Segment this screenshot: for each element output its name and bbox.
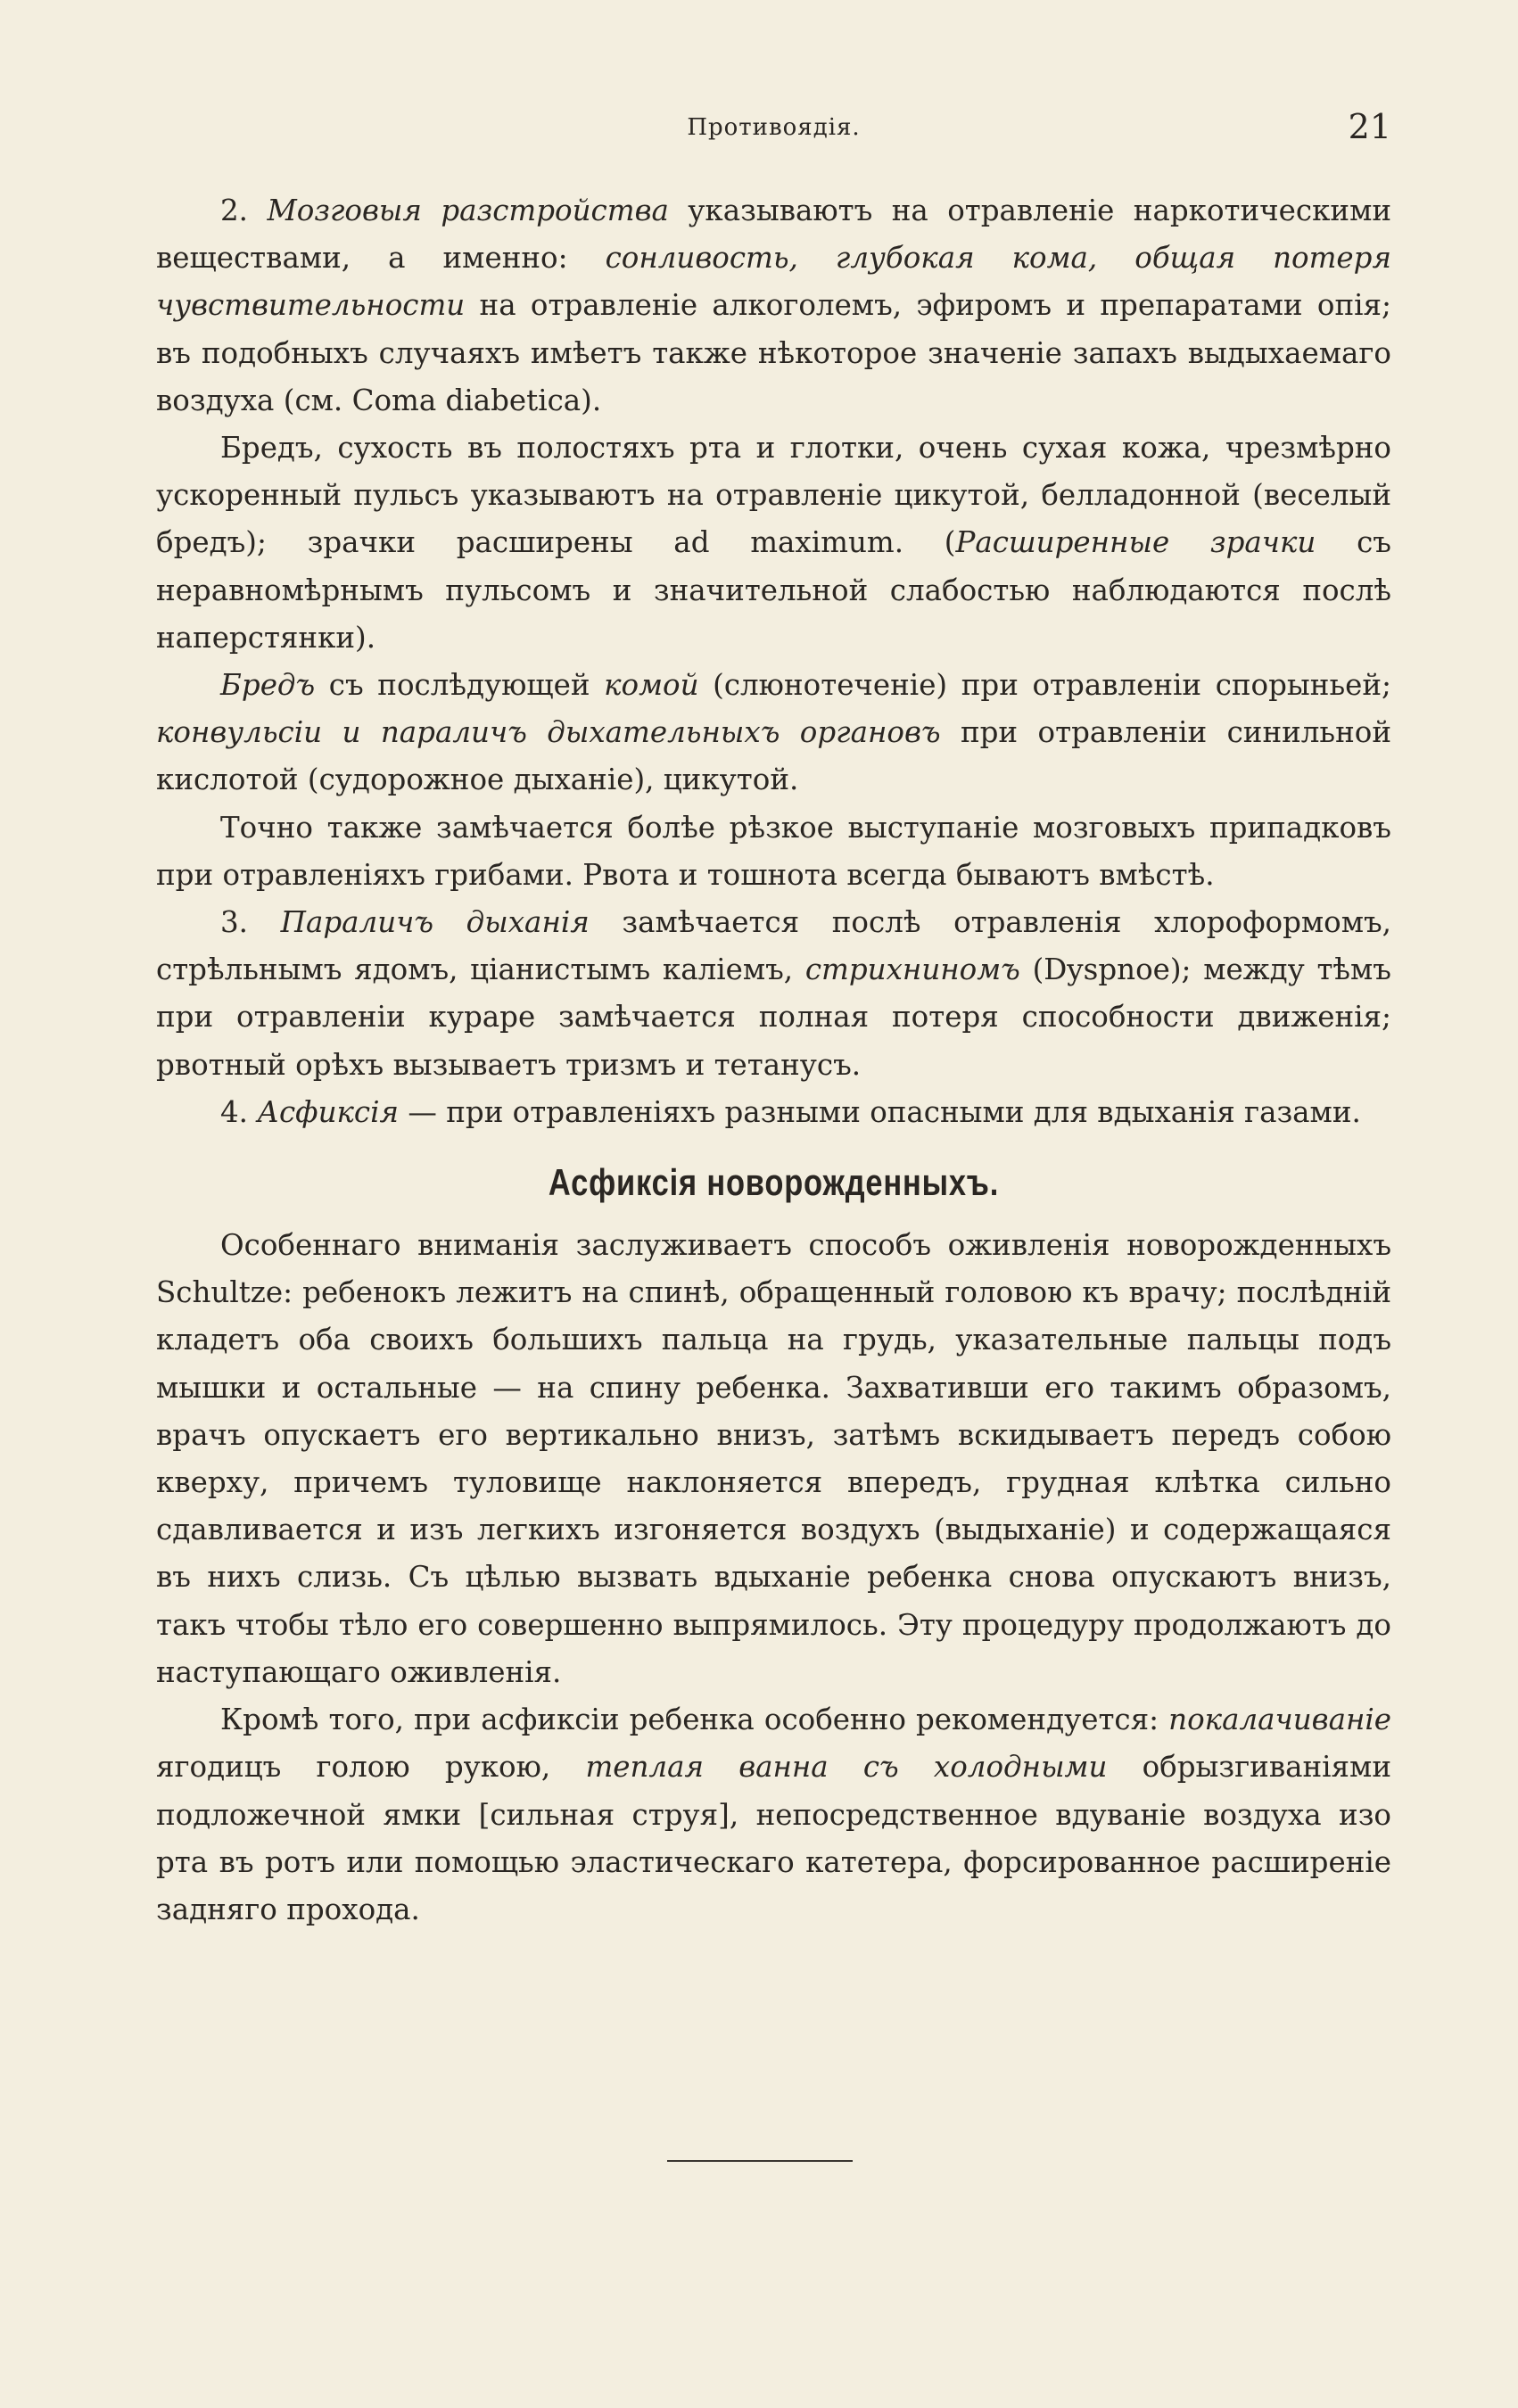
page-header <box>156 103 1391 157</box>
running-head: Противоядія. <box>687 114 861 141</box>
paragraph <box>156 1222 1391 1696</box>
text-run: указываютъ на отравленіе наркотическими веществами, а именно: <box>156 194 1392 276</box>
text-run: ягодицъ голою рукою, <box>156 1750 586 1785</box>
italic-text: теплая ванна съ холодными <box>585 1750 1108 1785</box>
section-title: Асфиксія новорожденныхъ. <box>548 1161 1000 1204</box>
paragraph <box>156 1696 1391 1934</box>
italic-text: комой <box>604 668 699 703</box>
italic-text: конвульсіи и параличъ дыхательныхъ органовъ <box>156 715 941 750</box>
text-run: Кромѣ того, при асфиксіи ребенка особенно рекомендуется: <box>220 1703 1169 1737</box>
italic-text: Параличъ дыханія <box>280 905 590 940</box>
text-run: при отравленіи синильной кислотой (судорожное дыханіе), цикутой. <box>156 715 1391 797</box>
italic-text: Асфиксія <box>257 1094 400 1129</box>
text-run: (Dyspnoe); между тѣмъ при отравленіи кураре замѣчается полная потеря способности движенія; рвотный орѣхъ вызываетъ тризмъ и тетанусъ. <box>156 952 1391 1082</box>
paragraph-group <box>156 187 1391 1136</box>
text-run: съ послѣдующей <box>315 668 605 703</box>
text-run: 4. <box>220 1094 258 1129</box>
paragraph <box>156 899 1391 1089</box>
text-run: Точно также замѣчается болѣе рѣзкое выступаніе мозговыхъ припадковъ при отравленіяхъ грибами. Рвота и тошнота всегда бываютъ вмѣстѣ. <box>156 810 1391 892</box>
paragraph <box>156 187 1391 425</box>
text-run: Бредъ, сухость въ полостяхъ рта и глотки, очень сухая кожа, чрезмѣрно ускоренный пульсъ указываютъ на отравленіе цикутой, белладонной (веселый бредъ); зрачки расширены ad maximum. ( <box>156 431 1391 560</box>
italic-text: стрихниномъ <box>804 952 1020 987</box>
text-run: 2. <box>220 194 268 227</box>
section-paragraph-group <box>156 1222 1391 1934</box>
text-run: обрызгиваніями подложечной ямки [сильная струя], непосредственное вдуваніе воздуха изо рта въ ротъ или помощью эластическаго катетера, форсированное расширеніе задняго прохода. <box>156 1750 1391 1926</box>
body-text <box>156 187 1391 1934</box>
end-rule <box>667 2160 853 2162</box>
text-run: на отравленіе алкоголемъ, эфиромъ и препаратами опія; въ подобныхъ случаяхъ имѣетъ также нѣкоторое значеніе запахъ выдыхаемаго воздуха (см. Coma diabetica). <box>156 288 1391 417</box>
paragraph <box>156 1089 1391 1136</box>
text-run: 3. <box>220 905 281 940</box>
page-number: 21 <box>1348 107 1391 146</box>
paragraph <box>156 662 1391 804</box>
italic-text: покалачиваніе <box>1168 1703 1391 1737</box>
text-run: замѣчается послѣ отравленія хлороформомъ, стрѣльнымъ ядомъ, ціанистымъ каліемъ, <box>156 905 1392 987</box>
italic-text: Расширенные зрачки <box>955 525 1316 560</box>
text-run: съ неравномѣрнымъ пульсомъ и значительной слабостью наблюдаются послѣ наперстянки). <box>156 525 1391 655</box>
italic-text: Мозговыя разстройства <box>267 194 669 227</box>
text-run: Особеннаго вниманія заслуживаетъ способъ оживленія новорожденныхъ Schultze: ребенокъ лежитъ на спинѣ, обращенный головою къ врачу; послѣдній кладетъ оба своихъ большихъ пальца на грудь, указательные пальцы подъ мышки и остальные — на спину ребенка. Захвативши его такимъ образомъ, врачъ опускаетъ его вертикально внизъ, затѣмъ вскидываетъ передъ собою кверху, причемъ туловище наклоняется впередъ, грудная клѣтка сильно сдавливается и изъ легкихъ изгоняется воздухъ (выдыханіе) и содержащаяся въ нихъ слизь. Съ цѣлью вызвать вдыханіе ребенка снова опускаютъ внизъ, такъ чтобы тѣло его совершенно выпрямилось. Эту процедуру продолжаютъ до наступающаго оживленія. <box>156 1228 1391 1689</box>
paragraph <box>156 804 1391 899</box>
text-run: — при отравленіяхъ разными опасными для вдыханія газами. <box>399 1094 1361 1129</box>
italic-text: сонливость, глубокая кома, общая потеря чувствительности <box>156 241 1391 323</box>
italic-text: Бредъ <box>220 668 316 703</box>
text-run: (слюнотеченіе) при отравленіи спорыньей; <box>698 668 1391 703</box>
paragraph <box>156 425 1391 662</box>
